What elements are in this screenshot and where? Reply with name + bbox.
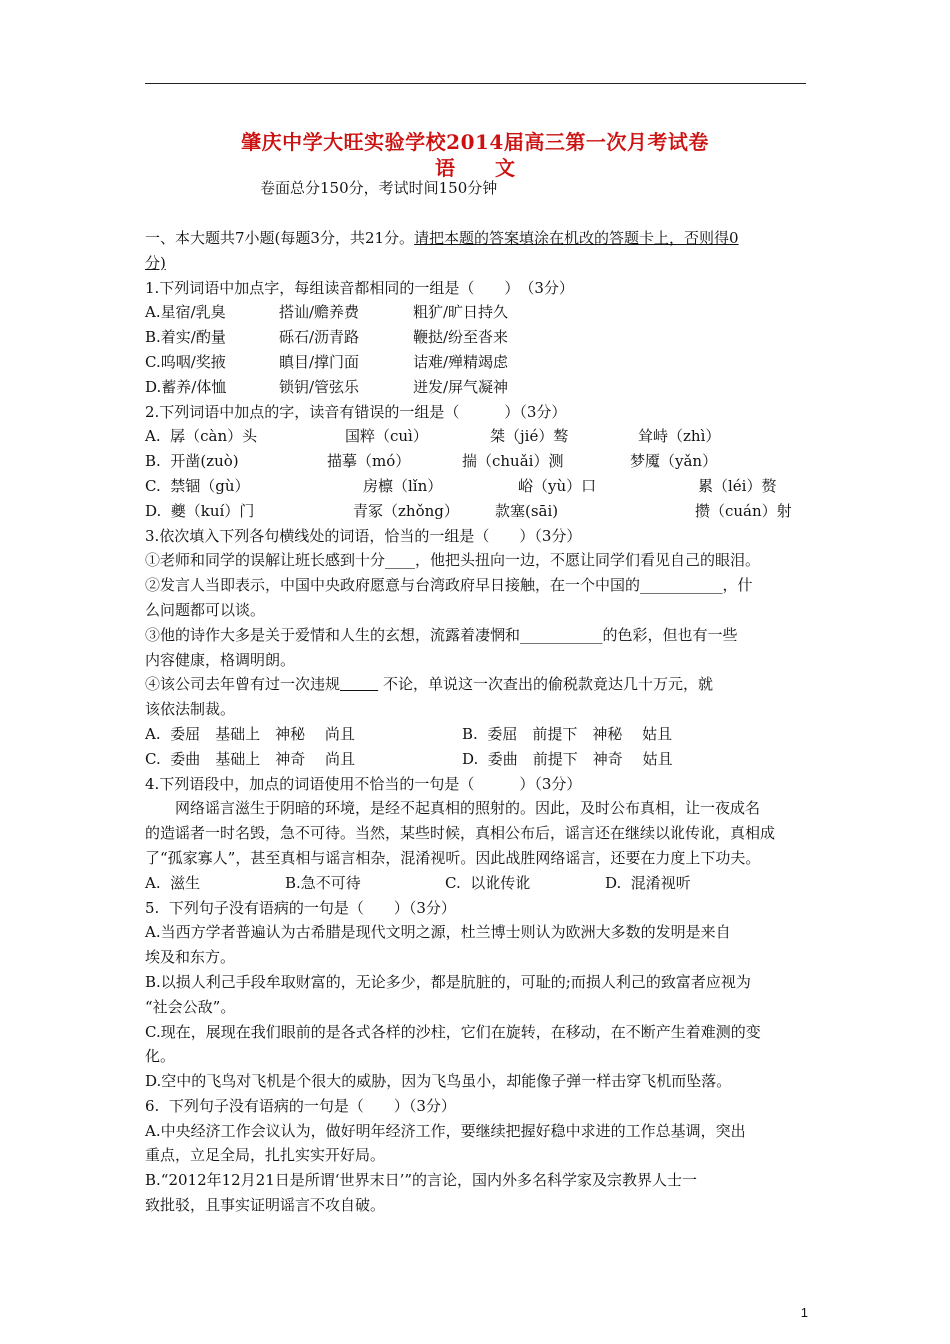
q4-passage-1: 网络谣言滋生于阴暗的环境，是经不起真相的照射的。因此，及时公布真相，让一夜成名 xyxy=(175,799,761,818)
q2-option-b: B. 开凿(zuò) 描摹（mó） 揣（chuǎi）测 梦魇（yǎn） xyxy=(145,452,718,471)
q2-option-a: A. 孱（càn）头 国粹（cuì） 桀（jié）骜 耸峙（zhì） xyxy=(145,427,721,446)
q1-option-a: A.星宿/乳臭 搭讪/赡养费 粗犷/旷日持久 xyxy=(145,303,509,322)
q2-option-c: C. 禁锢（gù） 房檩（lǐn） 峪（yù）口 累（léi）赘 xyxy=(145,476,777,495)
q3-sentence-2-cont: 么问题都可以谈。 xyxy=(145,600,266,619)
page-number: 1 xyxy=(800,1305,808,1320)
instruction-underlined: 请把本题的答案填涂在机改的答题卡上，否则得0 xyxy=(414,229,739,247)
q3-sentence-2: ②发言人当即表示，中国中央政府愿意与台湾政府早日接触，在一个中国的___________，什 xyxy=(145,576,753,595)
q3-options-ab: A. 委屈 基础上 神秘 尚且 B. 委屈 前提下 神秘 姑且 xyxy=(145,724,673,743)
question-4-stem: 4.下列语段中，加点的词语使用不恰当的一句是（ ）（3分） xyxy=(145,774,582,793)
q5-option-b-cont: “社会公敌”。 xyxy=(145,997,236,1016)
section-intro: 一、本大题共7小题(每题3分，共21分。请把本题的答案填涂在机改的答题卡上，否则得0 xyxy=(145,229,739,247)
q3-blank xyxy=(340,675,378,693)
q6-option-b: B.“2012年12月21日是所谓‘世界末日’”的言论，国内外多名科学家及宗教界人士一 xyxy=(145,1171,698,1190)
q1-option-c: C.呜咽/奖掖 瞋目/撑门面 诘难/殚精竭虑 xyxy=(145,352,509,371)
q4-options: A. 滋生 B.急不可待 C. 以讹传讹 D. 混淆视听 xyxy=(145,873,691,892)
question-5-stem: 5. 下列句子没有语病的一句是（ ）（3分） xyxy=(145,898,456,917)
q3-options-cd: C. 委曲 基础上 神奇 尚且 D. 委曲 前提下 神奇 姑且 xyxy=(145,749,673,768)
q5-option-c: C.现在，展现在我们眼前的是各式各样的沙柱，它们在旋转，在移动，在不断产生着难测的变 xyxy=(145,1022,761,1041)
q5-option-c-cont: 化。 xyxy=(145,1047,176,1066)
section-intro-cont: 分) xyxy=(145,253,166,272)
q3-sentence-4-cont: 该依法制裁。 xyxy=(145,700,236,719)
q5-option-d: D.空中的飞鸟对飞机是个很大的威胁，因为飞鸟虽小，却能像子弹一样击穿飞机而坠落。 xyxy=(145,1072,732,1091)
q1-option-d: D.蓄养/体恤 锁钥/管弦乐 迸发/屏气凝神 xyxy=(145,377,509,396)
q1-option-b: B.着实/酌量 砾石/沥青路 鞭挞/纷至沓来 xyxy=(145,328,509,347)
header-rule xyxy=(145,83,806,84)
q3-sentence-3-cont: 内容健康，格调明朗。 xyxy=(145,650,296,669)
q5-option-a-cont: 埃及和东方。 xyxy=(145,948,236,967)
exam-content xyxy=(145,226,809,1218)
exam-title: 肇庆中学大旺实验学校2014届高三第一次月考试卷 xyxy=(241,130,709,154)
question-3-stem: 3.依次填入下列各句横线处的词语，恰当的一组是（ ）（3分） xyxy=(145,526,582,545)
q3-sentence-1: ①老师和同学的误解让班长感到十分____，他把头扭向一边，不愿让同学们看见自己的眼泪。 xyxy=(145,551,761,570)
q5-option-b: B.以损人利己手段牟取财富的，无论多少，都是肮脏的，可耻的;而损人利己的致富者应视为 xyxy=(145,972,751,991)
q3-sentence-4: ④该公司去年曾有过一次违规 不论，单说这一次查出的偷税款竟达几十万元，就 xyxy=(145,675,713,694)
q4-passage-2: 的造谣者一时名毁，急不可待。当然，某些时候，真相公布后，谣言还在继续以讹传讹，真相成 xyxy=(145,824,776,843)
q6-option-a-cont: 重点，立足全局，扎扎实实开好局。 xyxy=(145,1146,386,1165)
exam-subject: 语 文 xyxy=(435,156,515,180)
question-1-stem: 1.下列词语中加点字，每组读音都相同的一组是（ ） （3分） xyxy=(145,278,574,297)
question-6-stem: 6. 下列句子没有语病的一句是（ ）（3分） xyxy=(145,1096,456,1115)
q3-sentence-3: ③他的诗作大多是关于爱情和人生的玄想，流露着凄惘和___________的色彩，但也有一些 xyxy=(145,625,738,644)
q2-option-d: D. 夔（kuí）门 青冢（zhǒng） 款塞(sāi) 攒（cuán）射 xyxy=(145,501,792,520)
question-2-stem: 2.下列词语中加点的字，读音有错误的一组是（ ）（3分） xyxy=(145,402,567,421)
exam-meta: 卷面总分150分，考试时间150分钟 xyxy=(260,179,498,197)
q6-option-b-cont: 致批驳，且事实证明谣言不攻自破。 xyxy=(145,1196,386,1215)
q4-passage-3: 了“孤家寡人”，甚至真相与谣言相杂，混淆视听。因此战胜网络谣言，还要在力度上下功夫。 xyxy=(145,848,761,867)
q5-option-a: A.当西方学者普遍认为古希腊是现代文明之源，杜兰博士则认为欧洲大多数的发明是来自 xyxy=(145,923,731,942)
q6-option-a: A.中央经济工作会议认为，做好明年经济工作，要继续把握好稳中求进的工作总基调，突出 xyxy=(145,1121,746,1140)
